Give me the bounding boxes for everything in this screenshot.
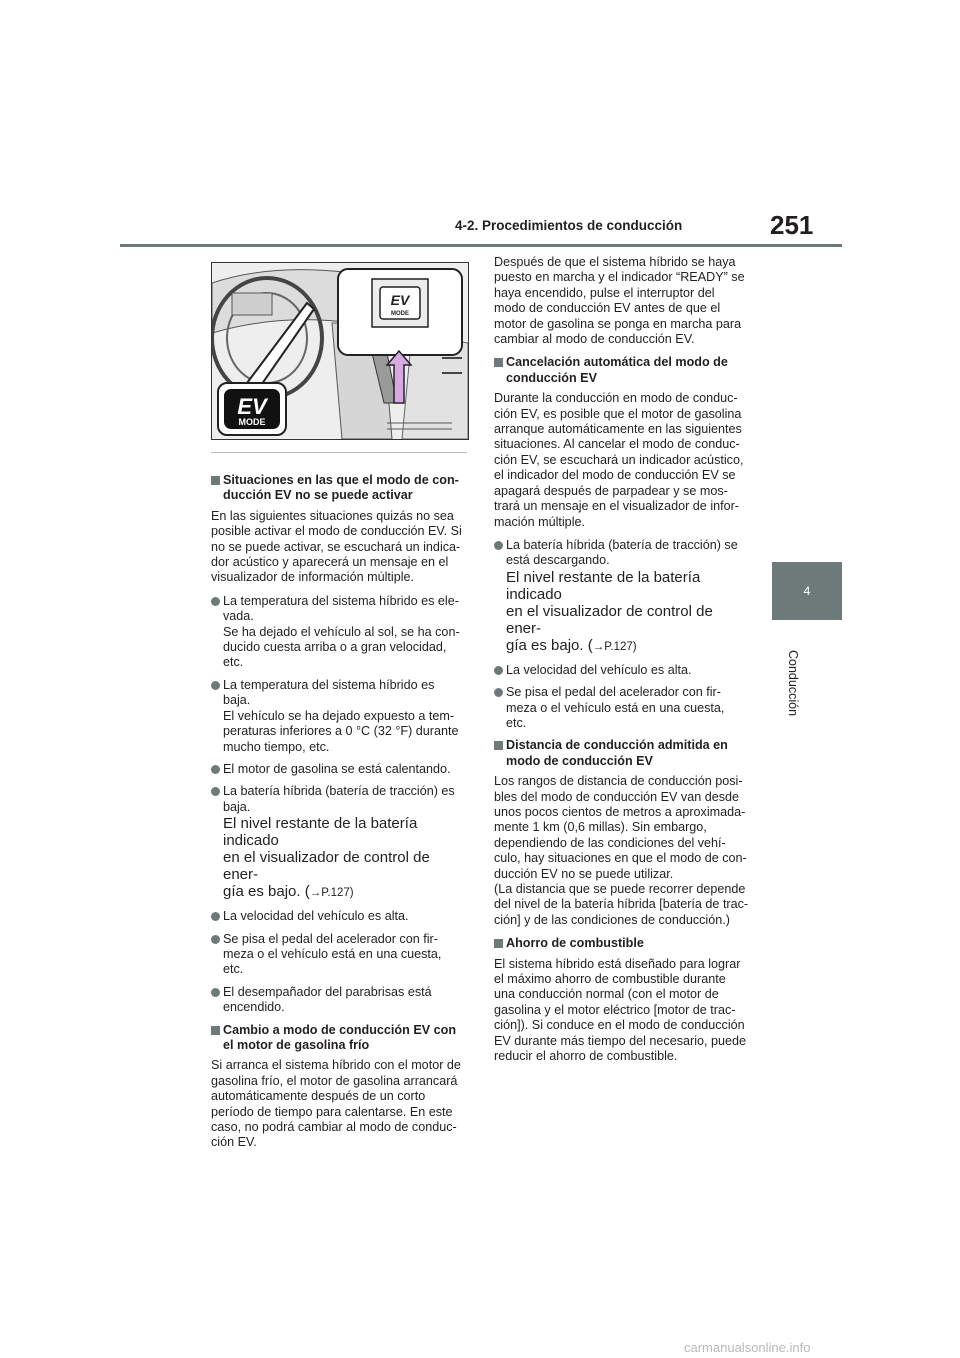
text-fragment: gía es bajo. ( xyxy=(506,636,593,654)
text-line: el indicador del modo de conducción EV se xyxy=(494,468,736,483)
text-line: motor de gasolina se ponga en marcha para xyxy=(494,316,742,331)
text-line: El vehículo se ha dejado expuesto a tem- xyxy=(223,708,455,723)
bullet-icon xyxy=(211,597,220,606)
chapter-tab[interactable]: 4 xyxy=(772,562,842,620)
text-line: El sistema híbrido está diseñado para lograr xyxy=(494,956,741,971)
text-line: En las siguientes situaciones quizás no sea xyxy=(211,508,454,523)
paragraph-auto-cancel xyxy=(494,391,749,530)
bullet-icon xyxy=(211,787,220,796)
text-line-large xyxy=(506,637,749,656)
text-line-large: en el visualizador de control de ener- xyxy=(223,849,430,884)
paragraph-situations xyxy=(211,509,466,586)
text-line: está descargando. xyxy=(506,553,610,568)
paragraph-ev-distance xyxy=(494,774,749,928)
heading-ev-distance xyxy=(494,738,749,769)
text-line: posible activar el modo de conducción EV. Si xyxy=(211,524,462,539)
heading-situations xyxy=(211,473,466,504)
bullet-item xyxy=(494,538,749,656)
heading-line: Ahorro de combustible xyxy=(506,936,644,951)
bullet-icon xyxy=(494,541,503,550)
text-line: período de tiempo para calentarse. En este xyxy=(211,1104,453,1119)
text-line: ción]). Si conduce en el modo de conducción xyxy=(494,1018,745,1033)
text-line: La temperatura del sistema híbrido es xyxy=(223,677,435,692)
text-line: haya encendido, pulse el interruptor del xyxy=(494,285,715,300)
bullet-item xyxy=(211,594,466,671)
text-line: arranque automáticamente en las siguientes xyxy=(494,422,742,437)
text-line: etc. xyxy=(506,715,527,730)
watermark: carmanualsonline.info xyxy=(684,1340,811,1355)
text-line: La temperatura del sistema híbrido es ele- xyxy=(223,593,459,608)
heading-line: modo de conducción EV xyxy=(506,753,653,768)
text-line: Se pisa el pedal del acelerador con fir- xyxy=(506,685,721,700)
text-line: El motor de gasolina se está calentando. xyxy=(223,761,451,776)
ev-label: EV xyxy=(237,394,267,419)
text-line: El desempañador del parabrisas está xyxy=(223,984,432,999)
text-line: una conducción normal (con el motor de xyxy=(494,987,719,1002)
heading-cold-engine xyxy=(211,1023,466,1054)
bullet-icon xyxy=(211,912,220,921)
text-line: gasolina y el motor eléctrico [motor de trac- xyxy=(494,1002,736,1017)
text-line: ción EV. xyxy=(211,1135,257,1150)
text-line: encendido. xyxy=(223,1000,285,1015)
text-line: ducido cuesta arriba o a gran velocidad, xyxy=(223,640,447,655)
text-line: Durante la conducción en modo de conduc- xyxy=(494,391,738,406)
text-line: dor acústico y aparecerá un mensaje en el xyxy=(211,555,449,570)
text-line: Se ha dejado el vehículo al sol, se ha con- xyxy=(223,624,460,639)
text-line: La velocidad del vehículo es alta. xyxy=(506,662,692,677)
paragraph-cold-engine xyxy=(211,1058,466,1150)
text-line: automáticamente después de un corto xyxy=(211,1089,426,1104)
heading-line: ducción EV no se puede activar xyxy=(223,488,413,503)
text-fragment: gía es bajo. ( xyxy=(223,883,310,901)
bullet-icon xyxy=(211,765,220,774)
text-line: el máximo ahorro de combustible durante xyxy=(494,972,726,987)
figure-divider xyxy=(211,452,467,453)
text-line: culo, hay situaciones en que el modo de con- xyxy=(494,851,747,866)
text-line: ción EV, es posible que el motor de gasolina xyxy=(494,406,742,421)
text-line: del nivel de la batería híbrida [batería de trac- xyxy=(494,897,749,912)
heading-line: Distancia de conducción admitida en xyxy=(506,738,728,753)
text-line-large: El nivel restante de la batería indicado xyxy=(506,568,701,603)
text-line-large xyxy=(223,883,466,902)
text-line: peraturas inferiores a 0 °C (32 °F) durante xyxy=(223,724,459,739)
bullet-icon xyxy=(211,935,220,944)
paragraph-fuel-economy xyxy=(494,957,749,1065)
header-rule xyxy=(120,244,842,247)
text-line: modo de conducción EV antes de que el xyxy=(494,301,721,316)
text-line-large: El nivel restante de la batería indicado xyxy=(223,815,418,850)
text-line: vada. xyxy=(223,609,254,624)
text-line: puesto en marcha y el indicador “READY” se xyxy=(494,270,745,285)
text-line: La batería híbrida (batería de tracción) es xyxy=(223,784,455,799)
text-line: Los rangos de distancia de conducción posi- xyxy=(494,774,743,789)
bullet-item xyxy=(211,762,466,777)
text-line: ción] y de las condiciones de conducción.) xyxy=(494,912,730,927)
heading-line: conducción EV xyxy=(506,370,597,385)
text-line-large: en el visualizador de control de ener- xyxy=(506,602,713,637)
text-line: La batería híbrida (batería de tracción) se xyxy=(506,537,738,552)
text-line: mucho tiempo, etc. xyxy=(223,739,330,754)
heading-auto-cancel xyxy=(494,355,749,386)
bullet-icon xyxy=(211,988,220,997)
text-line: (La distancia que se puede recorrer depende xyxy=(494,882,746,896)
text-line: baja. xyxy=(223,799,251,814)
text-line: EV durante más tiempo del necesario, puede xyxy=(494,1033,747,1048)
bullet-item xyxy=(211,784,466,902)
heading-fuel-economy xyxy=(494,936,749,951)
text-line: caso, no podrá cambiar al modo de conduc- xyxy=(211,1120,457,1134)
paragraph-ready xyxy=(494,255,749,347)
text-line: mación múltiple. xyxy=(494,514,585,529)
text-line: dependiendo de las condiciones del vehí- xyxy=(494,835,726,850)
text-line: etc. xyxy=(223,962,244,977)
text-line: etc. xyxy=(223,655,244,670)
section-header: 4-2. Procedimientos de conducción xyxy=(455,218,683,233)
text-line: Se pisa el pedal del acelerador con fir- xyxy=(223,931,438,946)
left-column xyxy=(211,473,466,1159)
mode-label: MODE xyxy=(238,417,266,427)
text-line: bles del modo de conducción EV van desde xyxy=(494,789,740,804)
bullet-icon xyxy=(494,666,503,675)
bullet-icon xyxy=(211,681,220,690)
text-line: La velocidad del vehículo es alta. xyxy=(223,909,409,924)
chapter-label: Conducción xyxy=(786,650,800,717)
text-line: no se puede activar, se escuchará un indica- xyxy=(211,539,461,554)
ev-small-label: EV xyxy=(390,292,410,308)
right-column xyxy=(494,255,749,1072)
text-line: gasolina frío, el motor de gasolina arrancará xyxy=(211,1073,458,1088)
heading-line: el motor de gasolina frío xyxy=(223,1037,370,1052)
text-line: visualizador de información múltiple. xyxy=(211,570,414,585)
bullet-item xyxy=(494,663,749,678)
text-line: mente 1 km (0,6 millas). Sin embargo, xyxy=(494,820,707,835)
text-line: Después de que el sistema híbrido se haya xyxy=(494,255,736,269)
bullet-item xyxy=(211,932,466,978)
text-line: ción EV, se escuchará un indicador acústico, xyxy=(494,452,744,467)
text-line: situaciones. Al cancelar el modo de conduc- xyxy=(494,437,740,452)
text-line: unos pocos cientos de metros a aproximada- xyxy=(494,804,746,819)
page-number: 251 xyxy=(770,210,814,240)
cockpit-drawing xyxy=(212,263,468,439)
bullet-item xyxy=(211,909,466,924)
text-line: apagará después de parpadear y se mos- xyxy=(494,483,728,498)
text-line: meza o el vehículo está en una cuesta, xyxy=(506,700,725,715)
page-reference-link[interactable]: →P.127) xyxy=(309,887,354,900)
text-line: cambiar al modo de conducción EV. xyxy=(494,332,695,347)
heading-line: Cancelación automática del modo de xyxy=(506,355,728,370)
text-line: trará un mensaje en el visualizador de infor- xyxy=(494,499,740,514)
bullet-item xyxy=(494,685,749,731)
heading-line: Situaciones en las que el modo de con- xyxy=(223,473,459,487)
bullet-item xyxy=(211,985,466,1016)
ev-mode-switch-illustration xyxy=(211,262,469,440)
text-line: reducir el ahorro de combustible. xyxy=(494,1049,678,1064)
bullet-item xyxy=(211,678,466,755)
text-line: baja. xyxy=(223,693,251,708)
mode-small-label: MODE xyxy=(391,311,409,317)
text-line: Si arranca el sistema híbrido con el motor de xyxy=(211,1058,461,1073)
text-line: meza o el vehículo está en una cuesta, xyxy=(223,946,442,961)
heading-line: Cambio a modo de conducción EV con xyxy=(223,1022,457,1037)
text-line: ducción EV no se puede utilizar. xyxy=(494,866,674,881)
page-reference-link[interactable]: →P.127) xyxy=(592,640,637,653)
bullet-icon xyxy=(494,688,503,697)
